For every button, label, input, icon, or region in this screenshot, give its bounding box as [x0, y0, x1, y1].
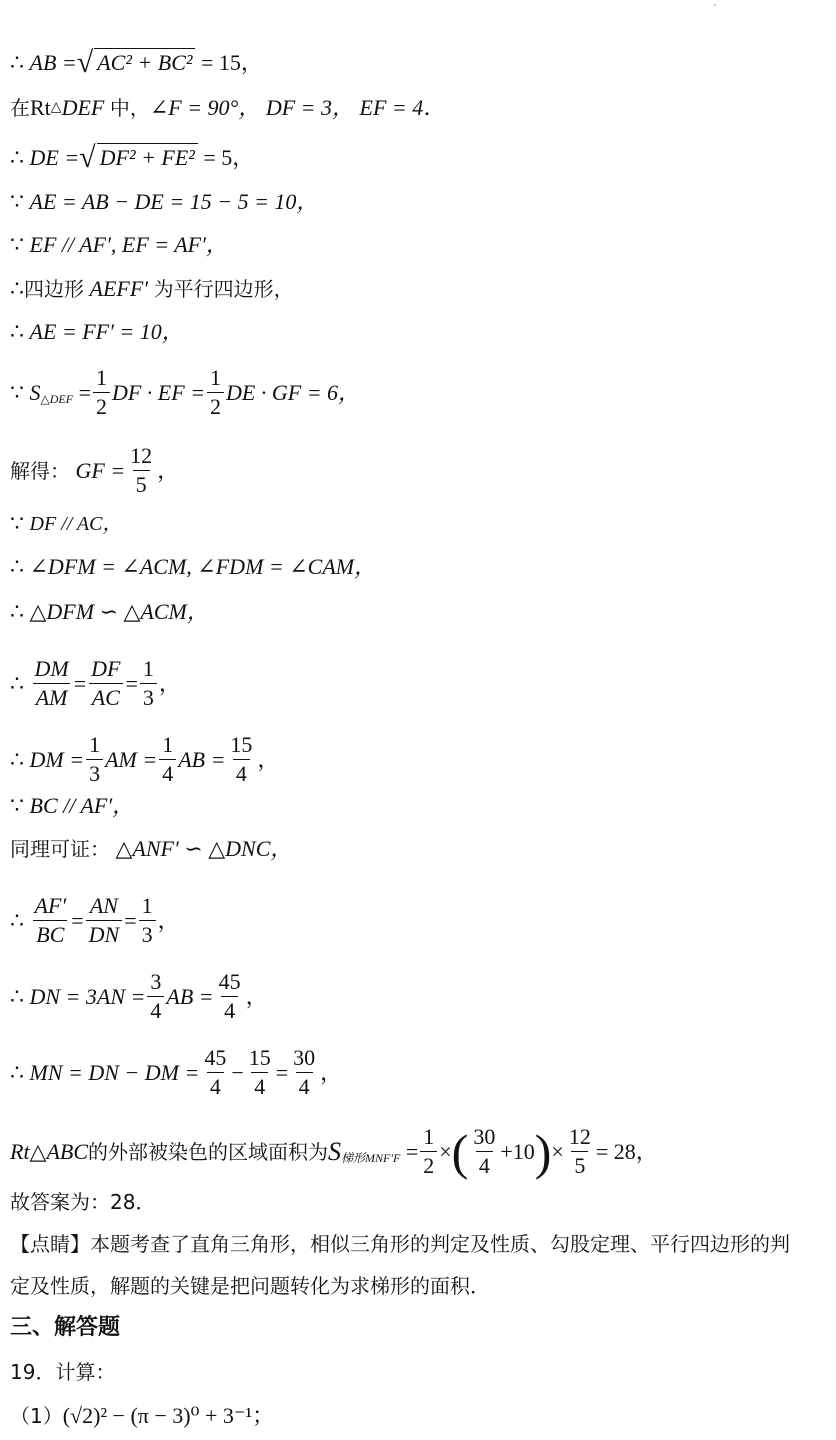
radicand: DF² + FE²	[97, 143, 198, 173]
line-25	[10, 1358, 115, 1386]
therefore-symbol: ∴	[10, 319, 24, 344]
therefore-symbol: ∴	[10, 50, 24, 75]
numerator: 1	[141, 893, 153, 918]
math: DE =	[29, 145, 80, 170]
text: （1）	[10, 1404, 63, 1428]
text: 三、解答题	[10, 1315, 121, 1340]
math: S	[29, 379, 41, 405]
line-16	[10, 835, 292, 863]
math: ，	[157, 907, 180, 933]
numerator: 1	[95, 365, 107, 390]
math: △ANF′ ∽ △DNC，	[115, 836, 293, 861]
math: (√2)² − (π − 3)⁰ + 3⁻¹；	[62, 1403, 275, 1428]
numerator: 12	[130, 443, 153, 468]
fraction	[227, 733, 255, 786]
line-6	[10, 275, 294, 303]
line-14	[10, 733, 279, 786]
line-8	[10, 366, 360, 419]
speck	[714, 4, 716, 6]
math: AM =	[105, 746, 158, 772]
math: DE · GF = 6，	[226, 379, 361, 405]
denominator: DN	[86, 920, 123, 947]
therefore-symbol: ∴	[10, 670, 24, 696]
section-heading	[10, 1314, 120, 1342]
math: DF · EF =	[111, 379, 206, 405]
line-9	[10, 444, 179, 497]
fraction	[290, 1046, 318, 1099]
line-13: ∴ $\frac{DM}{AM}$ = $\frac{DF}{AC}$ = $\frac{1}{3}$ ，	[10, 656, 181, 710]
denominator: 4	[476, 1151, 493, 1178]
fraction	[86, 733, 103, 786]
math: =	[405, 1138, 419, 1164]
subscript: 梯形MNF′F	[341, 1150, 401, 1165]
therefore-symbol: ∴	[10, 554, 24, 579]
fraction	[147, 970, 164, 1023]
math: GF =	[75, 457, 126, 483]
numerator: 1	[142, 656, 154, 681]
therefore-symbol: ∴	[10, 599, 24, 624]
line-15	[10, 792, 134, 820]
radicand: AC² + BC²	[94, 48, 195, 78]
line-22	[10, 1230, 790, 1258]
numerator: 30	[473, 1124, 496, 1149]
fraction	[246, 1046, 274, 1099]
math: MN = DN − DM =	[29, 1059, 200, 1085]
fraction	[420, 1125, 437, 1178]
numerator: 1	[162, 732, 174, 757]
denominator: 4	[159, 759, 176, 786]
math: BC // AF′，	[29, 793, 135, 818]
math: AB =	[166, 983, 214, 1009]
math: DM =	[29, 746, 85, 772]
math: ，	[157, 457, 180, 483]
denominator: AC	[89, 683, 123, 710]
line-10	[10, 510, 122, 538]
subscript: △DEF	[40, 391, 74, 406]
line-20	[10, 1125, 658, 1178]
denominator: 2	[93, 392, 110, 419]
text: 四边形	[24, 277, 84, 301]
denominator: 5	[133, 470, 150, 497]
line-11	[10, 553, 376, 581]
math: AE = AB − DE = 15 − 5 = 10，	[29, 189, 319, 214]
line-2	[10, 94, 445, 122]
fraction	[32, 894, 70, 947]
left-paren: (	[451, 1123, 469, 1180]
math: +10	[500, 1138, 535, 1164]
denominator: 3	[140, 683, 157, 710]
square-root: √ DF² + FE²	[79, 143, 198, 173]
math: ，	[245, 983, 268, 1009]
numerator: 30	[293, 1045, 316, 1070]
math: △DFM ∽ △ACM，	[29, 599, 209, 624]
denominator: 3	[86, 759, 103, 786]
numerator: 3	[150, 969, 162, 994]
therefore-symbol: ∴	[10, 907, 24, 933]
math: AEFF′	[89, 276, 149, 301]
line-26	[10, 1402, 274, 1430]
math: −	[231, 1059, 244, 1085]
math: S	[328, 1136, 342, 1166]
math: ，	[158, 670, 181, 696]
therefore-symbol: ∴	[10, 1059, 24, 1085]
therefore-symbol: ∴	[10, 145, 24, 170]
fraction	[93, 366, 110, 419]
line-3	[10, 143, 254, 173]
fraction	[566, 1125, 594, 1178]
denominator: 4	[221, 996, 238, 1023]
line-17: ∴ $\frac{AF'}{BC}$ = $\frac{AN}{DN}$ = $\frac{1}{3}$ ，	[10, 893, 180, 947]
numerator: 15	[248, 1045, 271, 1070]
line-21	[10, 1188, 155, 1216]
numerator: 15	[230, 732, 253, 757]
math: AB =	[29, 50, 77, 75]
line-19	[10, 1046, 342, 1099]
fraction	[32, 657, 72, 710]
triangle-symbol: △	[50, 100, 62, 115]
because-symbol: ∵	[10, 379, 24, 405]
numerator: DM	[34, 656, 69, 681]
numerator: 12	[568, 1124, 591, 1149]
fraction	[201, 1046, 229, 1099]
fraction	[207, 366, 224, 419]
denominator: 5	[571, 1151, 588, 1178]
math: AE = FF′ = 10，	[29, 319, 184, 344]
denominator: 3	[139, 920, 156, 947]
text: 中，	[109, 96, 150, 120]
therefore-symbol: ∴	[10, 276, 24, 301]
line-7	[10, 318, 184, 346]
math: ∠DFM = ∠ACM, ∠FDM = ∠CAM，	[29, 554, 377, 579]
math: Rt△ABC	[10, 1138, 89, 1164]
numerator: 1	[89, 732, 101, 757]
because-symbol: ∵	[10, 232, 24, 257]
fraction	[159, 733, 176, 786]
denominator: 4	[251, 1072, 268, 1099]
math: =	[275, 1059, 289, 1085]
text: 解得：	[10, 458, 70, 483]
line-18	[10, 970, 268, 1023]
denominator: 2	[207, 392, 224, 419]
math: DEF	[61, 95, 105, 120]
math: EF // AF′, EF = AF′，	[29, 232, 228, 257]
line-5	[10, 231, 228, 259]
math: DF // AC，	[29, 513, 123, 535]
numerator: AN	[89, 893, 118, 918]
text: 定及性质，解题的关键是把问题转化为求梯形的面积．	[10, 1274, 490, 1298]
text: 故答案为：28．	[10, 1190, 156, 1214]
math: ∠F = 90°， DF = 3， EF = 4．	[149, 95, 446, 120]
math: AB =	[178, 746, 226, 772]
math: ，	[320, 1059, 343, 1085]
denominator: 4	[207, 1072, 224, 1099]
math: ×	[439, 1138, 452, 1164]
math: =	[78, 379, 91, 405]
numerator: 45	[218, 969, 241, 994]
text: 的外部被染色的区域面积为	[88, 1139, 329, 1164]
denominator: 4	[296, 1072, 313, 1099]
fraction	[86, 894, 123, 947]
numerator: 1	[210, 365, 222, 390]
text: 为平行四边形，	[153, 277, 294, 301]
because-symbol: ∵	[10, 793, 24, 818]
because-symbol: ∵	[10, 189, 24, 214]
fraction	[139, 894, 156, 947]
math: = 5，	[203, 145, 255, 170]
therefore-symbol: ∴	[10, 983, 24, 1009]
denominator: 4	[147, 996, 164, 1023]
fraction	[470, 1125, 498, 1178]
fraction	[127, 444, 155, 497]
math: = 15，	[200, 50, 263, 75]
denominator: AM	[33, 683, 71, 710]
denominator: BC	[33, 920, 67, 947]
text: 【点睛】本题考查了直角三角形，相似三角形的判定及性质、勾股定理、平行四边形的判	[10, 1232, 790, 1256]
math: ，	[257, 746, 280, 772]
fraction	[88, 657, 123, 710]
text: 在	[10, 96, 30, 120]
numerator: 1	[423, 1124, 435, 1149]
line-23	[10, 1272, 490, 1300]
math: = 28，	[595, 1138, 658, 1164]
square-root: √ AC² + BC²	[77, 48, 196, 78]
math: ×	[551, 1138, 564, 1164]
line-1	[10, 48, 263, 78]
numerator: DF	[91, 656, 121, 681]
denominator: 2	[420, 1151, 437, 1178]
fraction	[140, 657, 157, 710]
line-12	[10, 598, 209, 626]
line-4	[10, 188, 318, 216]
numerator: 45	[204, 1045, 227, 1070]
math: DN = 3AN =	[29, 983, 146, 1009]
denominator: 4	[233, 759, 250, 786]
text: 同理可证：	[10, 837, 110, 861]
therefore-symbol: ∴	[10, 746, 24, 772]
numerator: AF′	[34, 893, 67, 918]
math: Rt	[30, 95, 51, 120]
text: 19．计算：	[10, 1360, 116, 1384]
right-paren: )	[534, 1123, 552, 1180]
because-symbol: ∵	[10, 511, 24, 536]
fraction	[216, 970, 244, 1023]
